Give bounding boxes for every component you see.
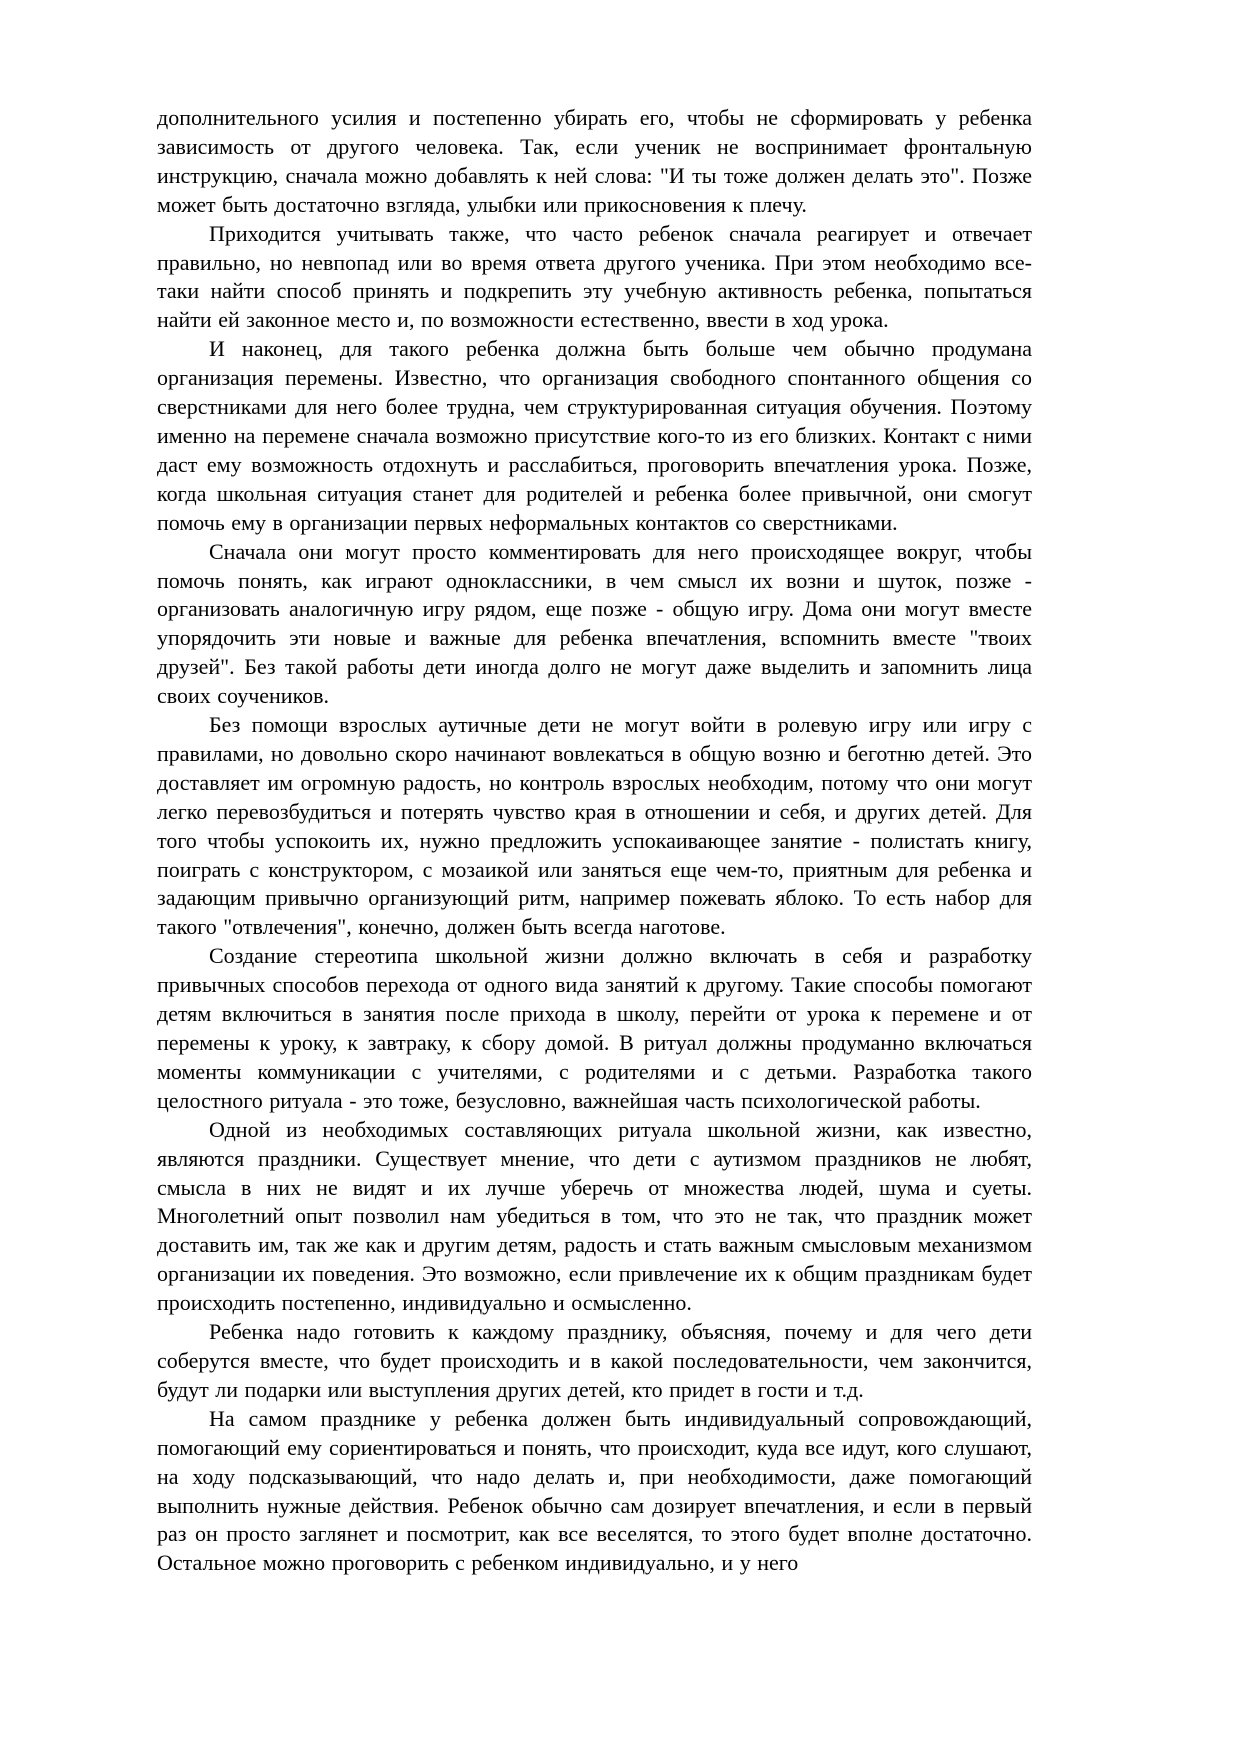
paragraph: Создание стереотипа школьной жизни должно включать в себя и разработку привычных способов перехода от одного вида занятий к другому. Такие способы помогают детям включиться в занятия после прихода в школу, перейти от урока к перемене и от перемены к уроку, к завтраку, к сбору домой. В ритуал должны продуманно включаться моменты коммуникации с учителями, с родителями и с детьми. Разработка такого целостного ритуала - это тоже, безусловно, важнейшая часть психологической работы. <box>157 943 1032 1113</box>
paragraph: Сначала они могут просто комментировать для него происходящее вокруг, чтобы помочь понять, как играют одноклассники, в чем смысл их возни и шуток, позже - организовать аналогичную игру рядом, еще позже - общую игру. Дома они могут вместе упорядочить эти новые и важные для ребенка впечатления, вспомнить вместе "твоих друзей". Без такой работы дети иногда долго не могут даже выделить и запомнить лица своих соучеников. <box>157 538 1032 709</box>
paragraph: На самом празднике у ребенка должен быть индивидуальный сопровождающий, помогающий ему сориентироваться и понять, что происходит, куда все идут, кого слушают, на ходу подсказывающий, что надо делать и, при необходимости, даже помогающий выполнить нужные действия. Ребенок обычно сам дозирует впечатления, и если в первый раз он просто заглянет и посмотрит, как все веселятся, то этого будет вполне достаточно. Остальное можно проговорить с ребенком индивидуально, и у него <box>157 1405 1032 1576</box>
paragraph: Ребенка надо готовить к каждому празднику, объясняя, почему и для чего дети соберутся вместе, что будет происходить и в какой последовательности, чем закончится, будут ли подарки или выступления других детей, кто придет в гости и т.д. <box>157 1319 1032 1402</box>
paragraph: Приходится учитывать также, что часто ребенок сначала реагирует и отвечает правильно, но невпопад или во время ответа другого ученика. При этом необходимо все-таки найти способ принять и подкрепить эту учебную активность ребенка, попытаться найти ей законное место и, по возможности естественно, ввести в ход урока. <box>157 220 1032 333</box>
document-page <box>157 104 1032 1578</box>
paragraph: И наконец, для такого ребенка должна быть больше чем обычно продумана организация перемены. Известно, что организация свободного спонтанного общения со сверстниками для него более трудна, чем структурированная ситуация обучения. Поэтому именно на перемене сначала возможно присутствие кого-то из его близких. Контакт с ними даст ему возможность отдохнуть и расслабиться, проговорить впечатления урока. Позже, когда школьная ситуация станет для родителей и ребенка более привычной, они смогут помочь ему в организации первых неформальных контактов со сверстниками. <box>157 336 1032 535</box>
paragraph: дополнительного усилия и постепенно убирать его, чтобы не сформировать у ребенка зависимость от другого человека. Так, если ученик не воспринимает фронтальную инструкцию, сначала можно добавлять к ней слова: "И ты тоже должен делать это". Позже может быть достаточно взгляда, улыбки или прикосновения к плечу. <box>157 105 1032 217</box>
paragraph: Одной из необходимых составляющих ритуала школьной жизни, как известно, являются праздники. Существует мнение, что дети с аутизмом праздников не любят, смысла в них не видят и их лучше уберечь от множества людей, шума и суеты. Многолетний опыт позволил нам убедиться в том, что это не так, что праздник может доставить им, так же как и другим детям, радость и стать важным смысловым механизмом организации их поведения. Это возможно, если привлечение их к общим праздникам будет происходить постепенно, индивидуально и осмысленно. <box>157 1116 1032 1316</box>
paragraph: Без помощи взрослых аутичные дети не могут войти в ролевую игру или игру с правилами, но довольно скоро начинают вовлекаться в общую возню и беготню детей. Это доставляет им огромную радость, но контроль взрослых необходим, потому что они могут легко перевозбудиться и потерять чувство края в отношении и себя, и других детей. Для того чтобы успокоить их, нужно предложить успокаивающее занятие - полистать книгу, поиграть с конструктором, с мозаикой или заняться еще чем-то, приятным для ребенка и задающим привычно организующий ритм, например пожевать яблоко. То есть набор для такого "отвлечения", конечно, должен быть всегда наготове. <box>157 712 1032 940</box>
